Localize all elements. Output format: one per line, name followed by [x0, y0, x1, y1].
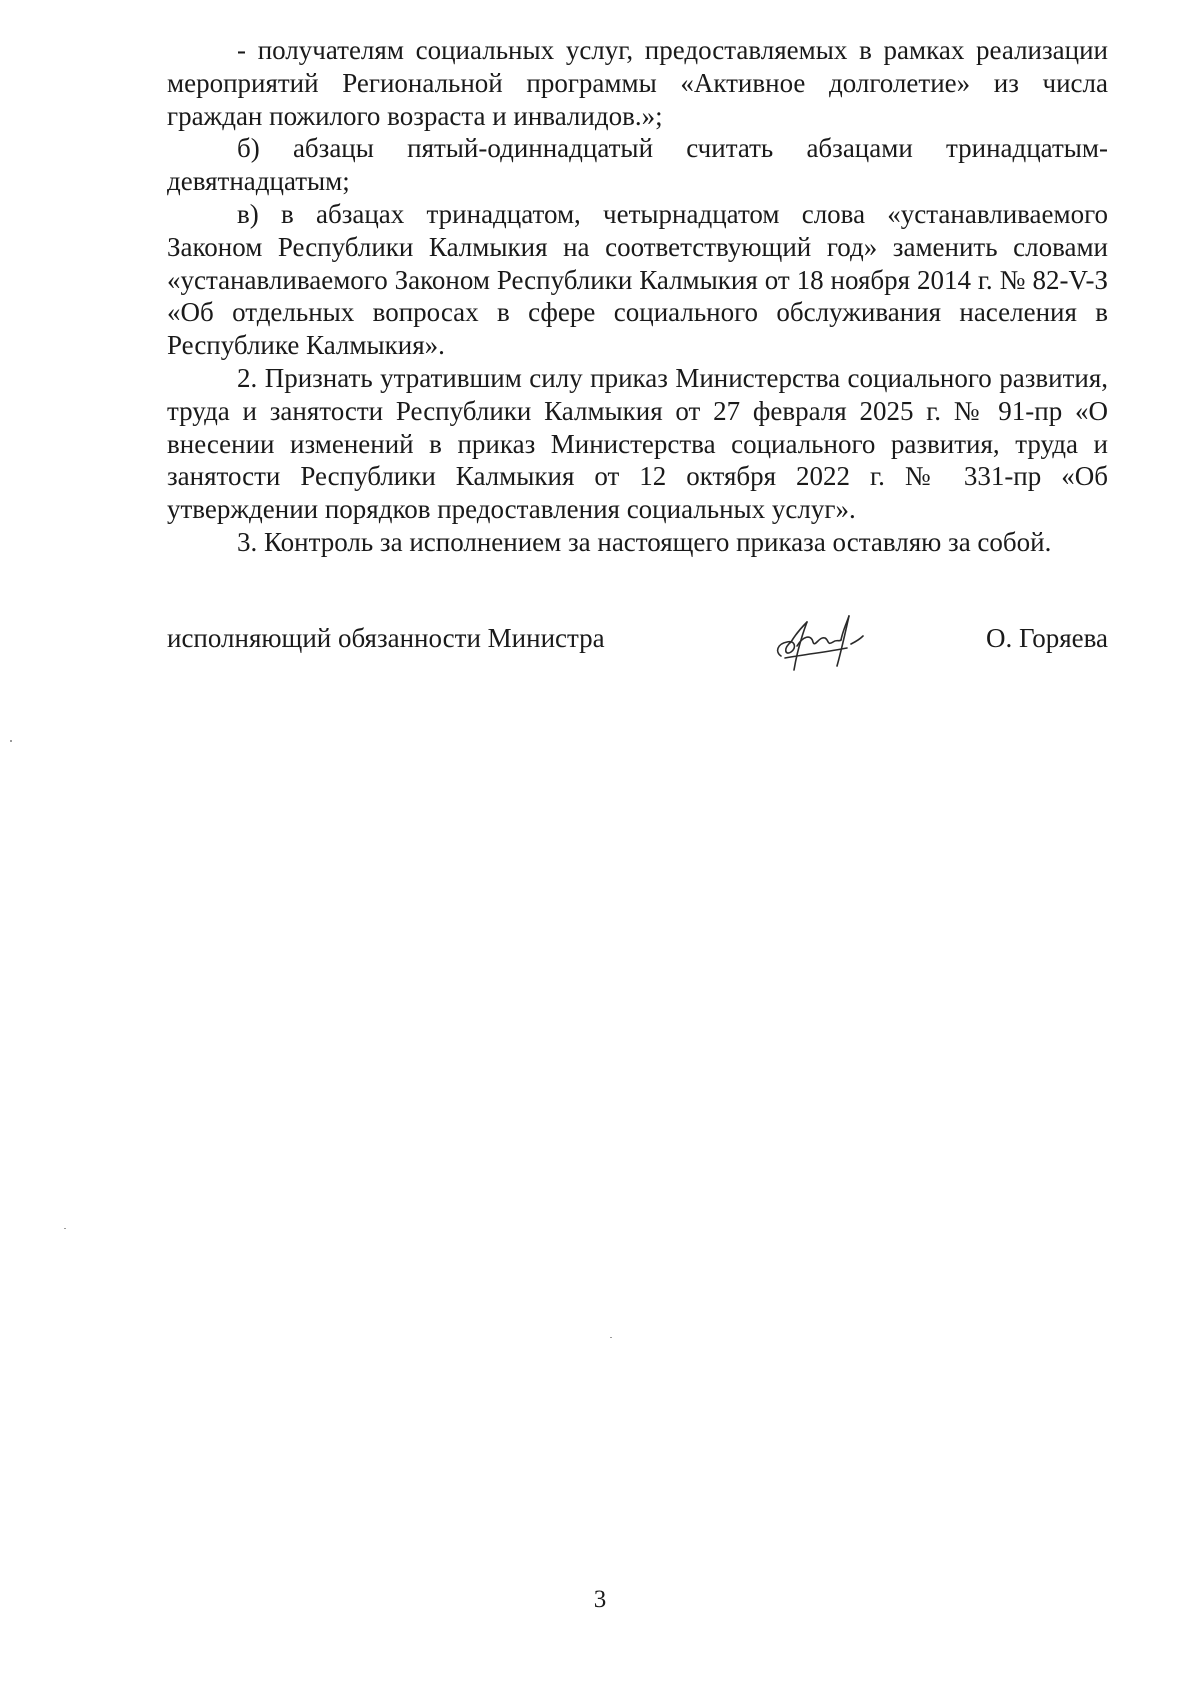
- signer-name: О. Горяева: [985, 623, 1108, 653]
- scan-speck: [64, 1228, 66, 1229]
- signature-block: [167, 612, 1108, 672]
- scan-speck: [10, 740, 12, 742]
- paragraph-recipients: - получателям социальных услуг, предоставляемых в рамках реализации мероприятий Региональной программы «Активное долголетие» из числа граждан пожилого возраста и инвалидов.»;: [167, 35, 1108, 131]
- paragraph-2: 2. Признать утратившим силу приказ Министерства социального развития, труда и занятости Республики Калмыкия от 27 февраля 2025 г. № 91-пр «О внесении изменений в приказ Министерства социального развития, труда и занятости Республики Калмыкия от 12 октября 2022 г. № 331-пр «Об утверждении порядков предоставления социальных услуг».: [167, 362, 1108, 525]
- paragraph-v: в) в абзацах тринадцатом, четырнадцатом слова «устанавливаемого Законом Республики Калмыкия на соответствующий год» заменить словами «устанавливаемого Законом Республики Калмыкия от 18 ноября 2014 г. № 82-V-З «Об отдельных вопросах в сфере социального обслуживания населения в Республике Калмыкия».: [167, 198, 1108, 361]
- document-body: [167, 34, 1108, 559]
- page-number: 3: [593, 1586, 607, 1613]
- signer-title: исполняющий обязанности Министра: [167, 623, 605, 653]
- handwritten-signature-icon: [767, 612, 897, 674]
- paragraph-3: 3. Контроль за исполнением за настоящего приказа оставляю за собой.: [237, 526, 1052, 557]
- scan-speck: [610, 1337, 612, 1338]
- paragraph-b: б) абзацы пятый-одиннадцатый считать абзацами тринадцатым-девятнадцатым;: [167, 133, 1108, 197]
